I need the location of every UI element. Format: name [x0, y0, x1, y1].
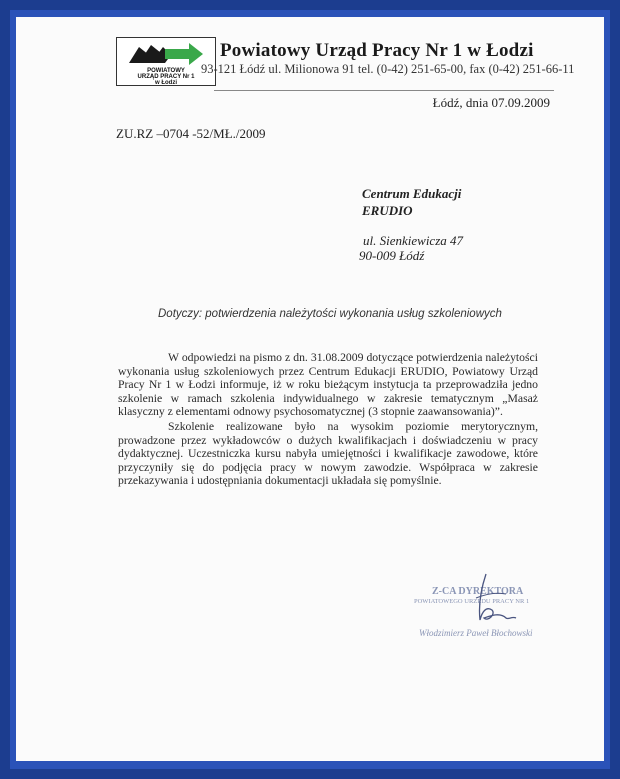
paragraph-2: Szkolenie realizowane było na wysokim poziomie merytorycznym, prowadzone przez wykładowców o dużych kwalifikacjach i doświadczeniu w pracy dydaktycznej. Uczestniczka kursu nabyła umiejętności i kwalifikacje zawodowe, które przyczyniły się do podjęcia pracy w nowym zawodzie. Współpraca w zakresie przekazywania i udostępniania dokumentacji układała się pomyślnie. — [118, 420, 538, 488]
recipient-city: 90-009 Łódź — [359, 248, 425, 263]
recipient-street: ul. Sienkiewicza 47 — [363, 233, 464, 248]
recipient-name-2: ERUDIO — [362, 203, 413, 218]
paragraph-1: W odpowiedzi na pismo z dn. 31.08.2009 dotyczące potwierdzenia należytości wykonania usług szkoleniowych przez Centrum Edukacji ERUDIO, Powiatowy Urząd Pracy Nr 1 w Łodzi informuje, iż w roku bieżącym instytucja ta przeprowadziła jedno szkolenie w ramach szkolenia indywidualnego w zakresie tematycznym „Masaż klasyczny z elementami odnowy psychosomatycznej (3 stopnie zaawansowania)”. — [118, 351, 538, 419]
logo-line-1: POWIATOWY — [147, 68, 185, 74]
signature-icon — [456, 572, 526, 632]
logo-line-3: w Łodzi — [155, 80, 177, 86]
organization-address: 93-121 Łódź ul. Milionowa 91 tel. (0-42) 251-65-00, fax (0-42) 251-66-11 — [201, 62, 575, 76]
letter-date: Łódź, dnia 07.09.2009 — [432, 95, 550, 110]
header-divider — [214, 90, 554, 91]
stamp-organization: POWIATOWEGO URZĘDU PRACY NR 1 — [414, 598, 530, 605]
stamp-person: Włodzimierz Paweł Błochowski — [419, 628, 533, 638]
logo-graphic-icon — [125, 41, 207, 67]
logo-line-2: URZĄD PRACY Nr 1 — [137, 74, 195, 80]
organization-name: Powiatowy Urząd Pracy Nr 1 w Łodzi — [220, 40, 534, 61]
stamp-title: Z-CA DYREKTORA — [432, 586, 524, 597]
letter-subject: Dotyczy: potwierdzenia należytości wykonania usług szkoleniowych — [158, 308, 502, 320]
reference-number: ZU.RZ –0704 -52/MŁ./2009 — [116, 126, 266, 141]
letter-page — [16, 17, 604, 761]
recipient-name: Centrum Edukacji — [362, 186, 462, 201]
